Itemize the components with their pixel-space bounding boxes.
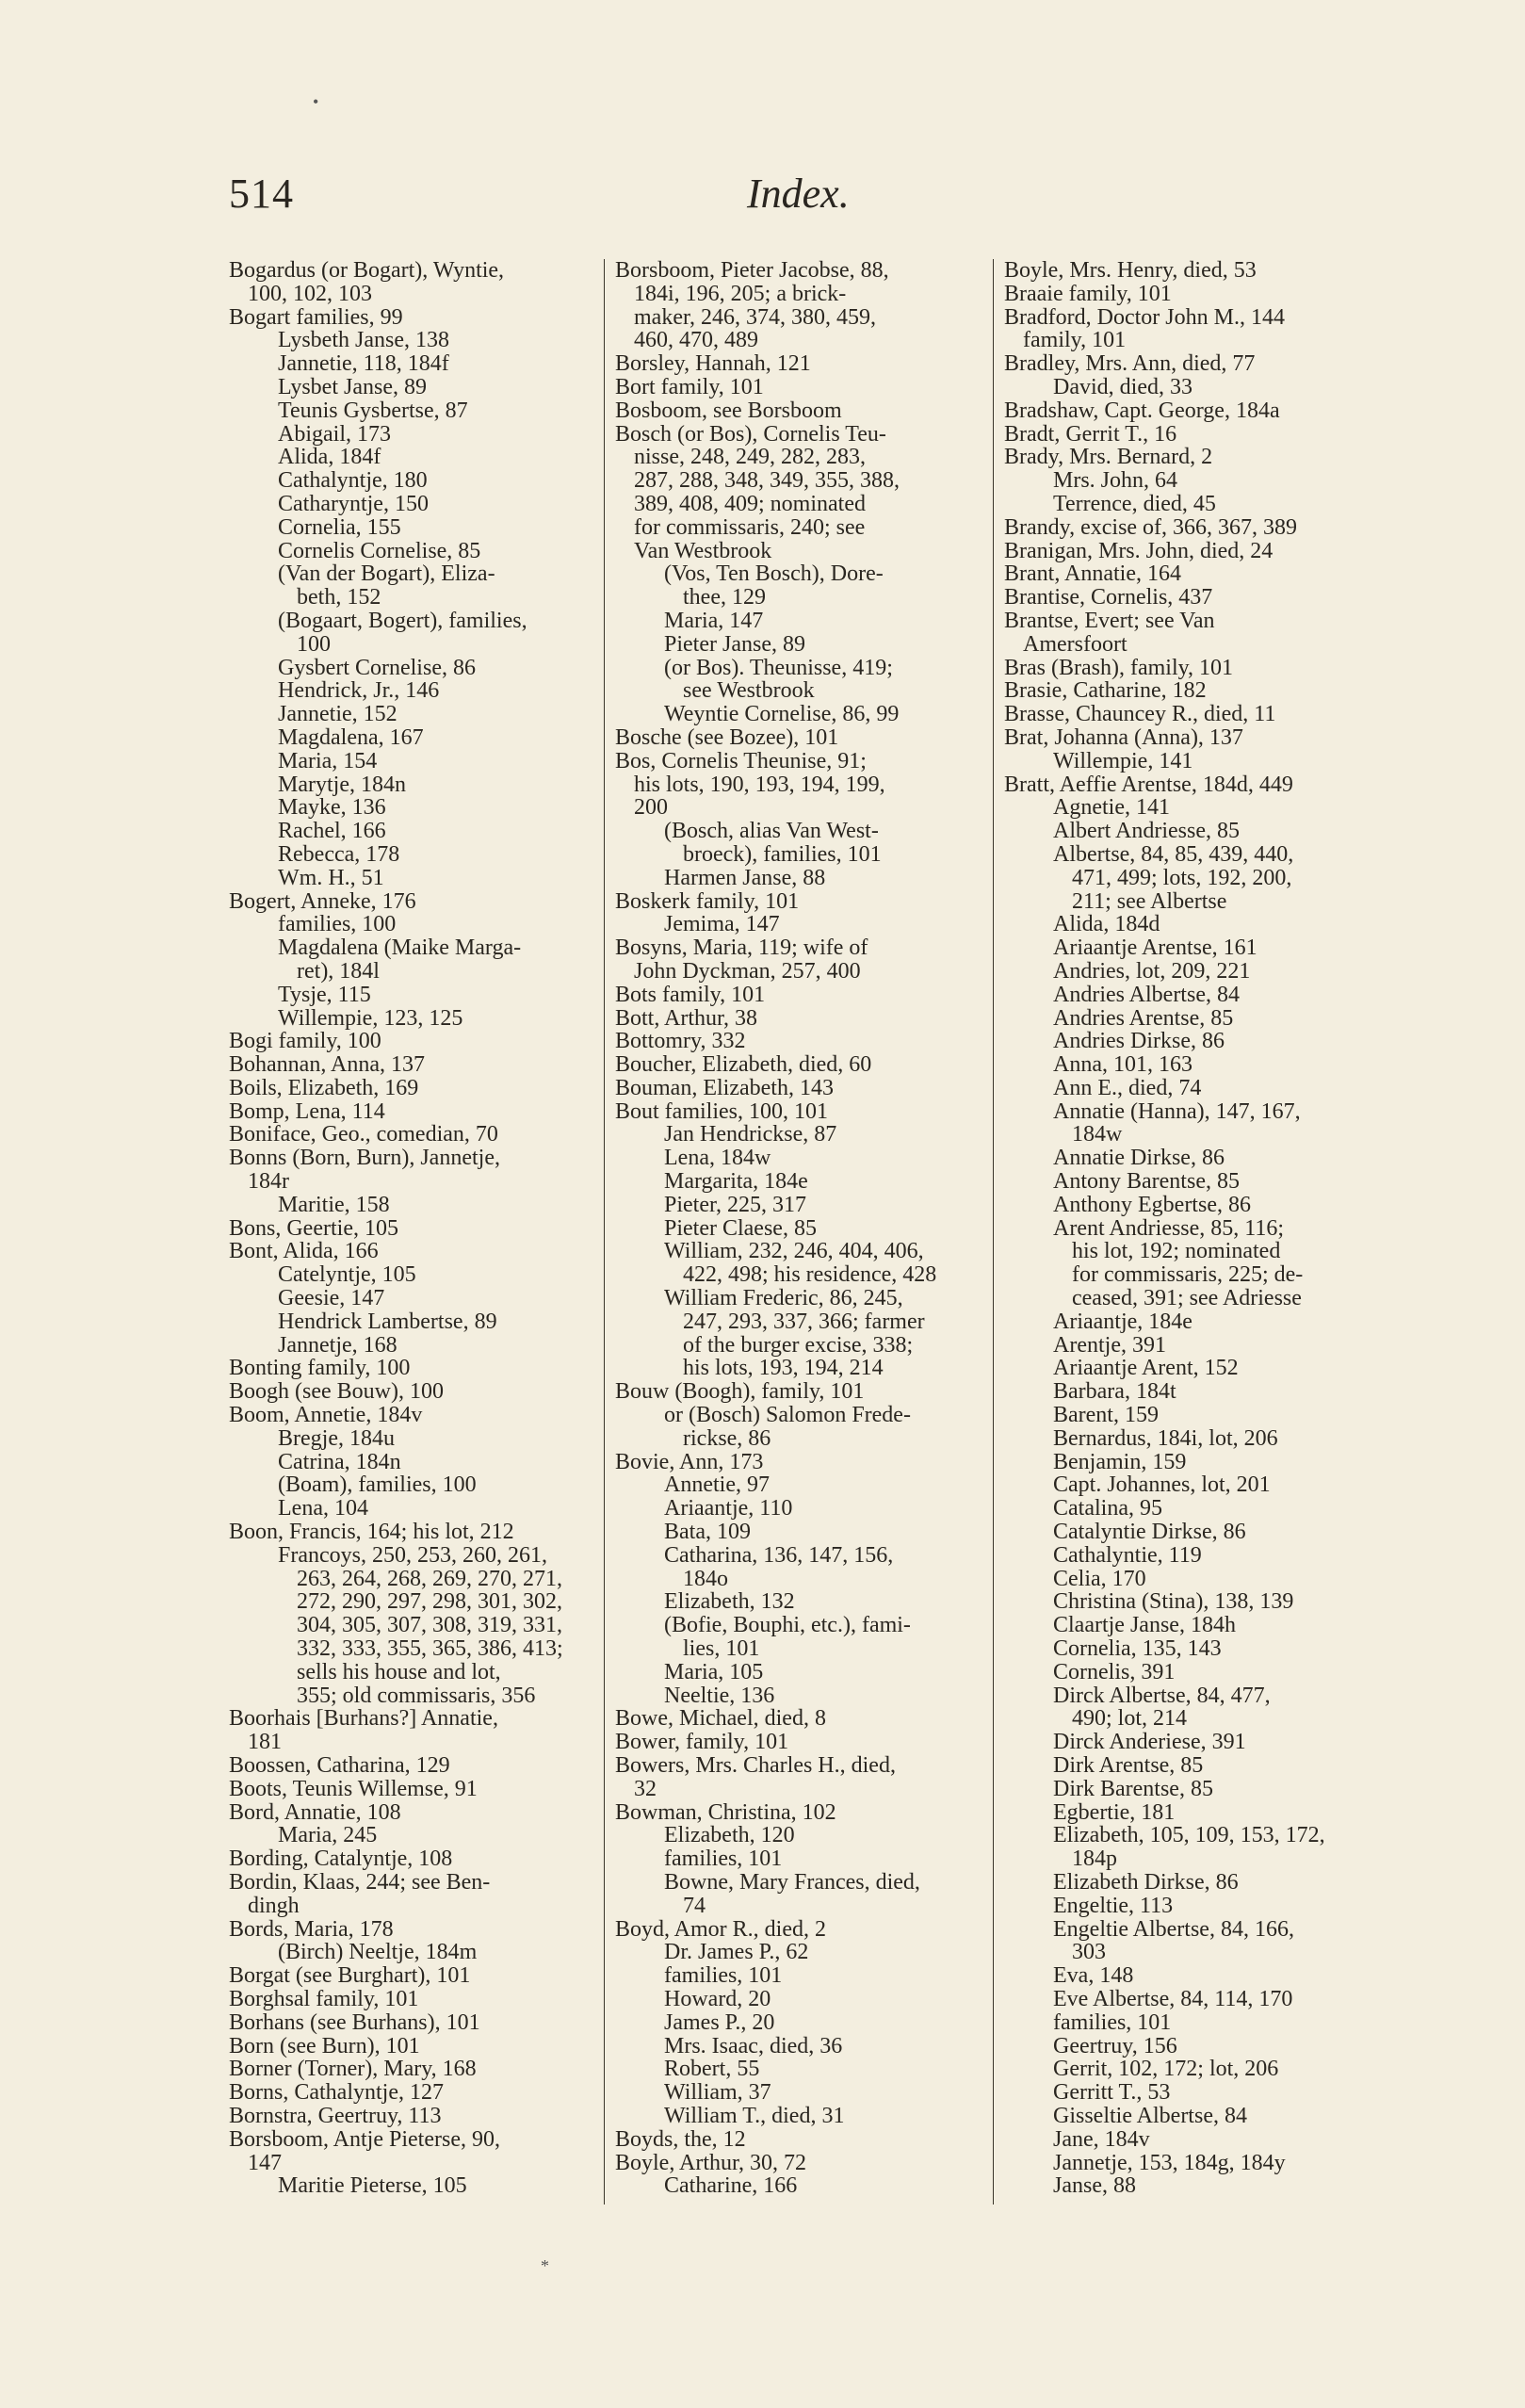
index-entry: Bogardus (or Bogart), Wyntie, 100, 102, 103 <box>229 259 505 306</box>
index-subentry: David, died, 33 <box>1053 374 1192 399</box>
index-subentry: Maritie, 158 <box>278 1192 390 1217</box>
index-subentry: William T., died, 31 <box>664 2103 845 2128</box>
index-entry: Bradley, Mrs. Ann, died, 77 <box>1004 351 1256 377</box>
index-subentry: (Vos, Ten Bosch), Dore- thee, 129 <box>664 561 884 610</box>
index-subentry: Albert Andriesse, 85 <box>1053 819 1240 844</box>
index-subentry: Ariaantje Arentse, 161 <box>1053 936 1257 961</box>
index-subentry: Lysbeth Janse, 138 <box>278 328 449 353</box>
index-entry: Boorhais [Burhans?] Annatie, 181 <box>229 1706 498 1755</box>
index-subentry: Jannetie, 118, 184f <box>278 351 449 377</box>
index-subentry: Abigail, 173 <box>278 421 391 447</box>
index-subentry: Cornelia, 155 <box>278 514 401 540</box>
index-subentry: Engeltie, 113 <box>1053 1893 1174 1918</box>
index-subentry: or (Bosch) Salomon Frede- rickse, 86 <box>664 1403 911 1451</box>
index-subentry: Lena, 184w <box>664 1146 771 1171</box>
index-subentry: families, 101 <box>664 1963 783 1989</box>
index-entry: Bonting family, 100 <box>229 1356 411 1381</box>
index-subentry: Alida, 184d <box>1053 912 1160 937</box>
index-entry: Branigan, Mrs. John, died, 24 <box>1004 538 1274 563</box>
index-entry: Bogart families, 99 <box>229 304 403 330</box>
index-entry: Bratt, Aeffie Arentse, 184d, 449 <box>1004 772 1293 797</box>
index-entry: Boots, Teunis Willemse, 91 <box>229 1776 478 1801</box>
index-subentry: Gerrit, 102, 172; lot, 206 <box>1053 2057 1279 2082</box>
index-subentry: Christina (Stina), 138, 139 <box>1053 1589 1294 1615</box>
index-subentry: Claartje Janse, 184h <box>1053 1613 1236 1638</box>
index-subentry: Arentje, 391 <box>1053 1332 1166 1358</box>
index-entry: Bos, Cornelis Theunise, 91; his lots, 190, 193, 194, 199, 200 <box>615 748 885 821</box>
index-subentry: Mrs. Isaac, died, 36 <box>664 2033 843 2058</box>
index-subentry: Tysje, 115 <box>278 982 371 1007</box>
index-subentry: Weyntie Cornelise, 86, 99 <box>664 702 900 727</box>
index-subentry: Ann E., died, 74 <box>1053 1075 1202 1100</box>
index-entry: Bord, Annatie, 108 <box>229 1799 401 1825</box>
index-subentry: Bata, 109 <box>664 1520 751 1545</box>
index-subentry: Hendrick, Jr., 146 <box>278 678 440 704</box>
page-header <box>229 170 1340 226</box>
index-columns <box>229 259 1340 2209</box>
index-subentry: Willempie, 141 <box>1053 748 1193 773</box>
index-entry: Bonns (Born, Burn), Jannetje, 184r <box>229 1146 500 1195</box>
index-subentry: Marytje, 184n <box>278 772 406 797</box>
index-subentry: Dirk Barentse, 85 <box>1053 1776 1213 1801</box>
index-subentry: Dirk Arentse, 85 <box>1053 1753 1204 1778</box>
index-subentry: Magdalena, 167 <box>278 724 424 750</box>
index-subentry: Benjamin, 159 <box>1053 1449 1187 1474</box>
index-subentry: Elizabeth, 120 <box>664 1823 795 1848</box>
index-subentry: Maritie Pieterse, 105 <box>278 2173 467 2199</box>
index-entry: Bradshaw, Capt. George, 184a <box>1004 398 1280 423</box>
index-subentry: Elizabeth, 132 <box>664 1589 795 1615</box>
index-entry: Bont, Alida, 166 <box>229 1239 379 1264</box>
index-subentry: Jemima, 147 <box>664 912 780 937</box>
index-entry: Bower, family, 101 <box>615 1730 789 1755</box>
index-subentry: Pieter Claese, 85 <box>664 1215 817 1241</box>
index-subentry: Neeltie, 136 <box>664 1683 775 1708</box>
index-subentry: Catelyntje, 105 <box>278 1262 416 1288</box>
index-entry: Boossen, Catharina, 129 <box>229 1753 450 1778</box>
index-subentry: Cathalyntje, 180 <box>278 468 428 494</box>
index-subentry: Wm. H., 51 <box>278 865 384 890</box>
index-entry: Boogh (see Bouw), 100 <box>229 1379 444 1405</box>
index-subentry: Lena, 104 <box>278 1496 368 1521</box>
index-subentry: William, 232, 246, 404, 406, 422, 498; his residence, 428 <box>664 1239 937 1288</box>
index-subentry: Mrs. John, 64 <box>1053 468 1178 494</box>
index-subentry: Harmen Janse, 88 <box>664 865 826 890</box>
index-column-3 <box>1004 259 1340 2209</box>
index-subentry: Ariaantje, 110 <box>664 1496 793 1521</box>
index-entry: Boskerk family, 101 <box>615 888 800 914</box>
index-entry: Boyd, Amor R., died, 2 <box>615 1916 827 1942</box>
page-number: 514 <box>229 171 294 217</box>
index-subentry: Maria, 147 <box>664 608 764 633</box>
index-subentry: (Bofie, Bouphi, etc.), fami- lies, 101 <box>664 1613 911 1662</box>
index-subentry: Bowne, Mary Frances, died, 74 <box>664 1869 920 1918</box>
index-entry: Bovie, Ann, 173 <box>615 1449 764 1474</box>
index-subentry: Janse, 88 <box>1053 2173 1136 2199</box>
index-subentry: (Bogaart, Bogert), families, 100 <box>278 608 527 657</box>
index-subentry: Capt. Johannes, lot, 201 <box>1053 1472 1271 1498</box>
index-subentry: Andries Dirkse, 86 <box>1053 1029 1225 1054</box>
index-subentry: Annatie (Hanna), 147, 167, 184w <box>1053 1098 1301 1147</box>
index-entry: Bosboom, see Borsboom <box>615 398 842 423</box>
index-subentry: Howard, 20 <box>664 1986 771 2011</box>
index-entry: Borsboom, Antje Pieterse, 90, 147 <box>229 2126 500 2175</box>
index-subentry: James P., 20 <box>664 2009 775 2035</box>
index-entry: Borner (Torner), Mary, 168 <box>229 2057 477 2082</box>
index-subentry: Jannetie, 152 <box>278 702 397 727</box>
index-subentry: Mayke, 136 <box>278 795 386 821</box>
index-subentry: Dirck Anderiese, 391 <box>1053 1730 1246 1755</box>
index-entry: Brantse, Evert; see Van Amersfoort <box>1004 608 1215 657</box>
index-subentry: (Van der Bogart), Eliza- beth, 152 <box>278 561 495 610</box>
index-subentry: William Frederic, 86, 245, 247, 293, 337, 366; farmer of the burger excise, 338; his lots, 193, 194, 214 <box>664 1286 925 1381</box>
index-entry: Bouman, Elizabeth, 143 <box>615 1075 834 1100</box>
column-divider <box>993 259 994 2205</box>
index-entry: Boyle, Mrs. Henry, died, 53 <box>1004 259 1257 283</box>
index-subentry: Andries Arentse, 85 <box>1053 1005 1234 1031</box>
index-subentry: Ariaantje, 184e <box>1053 1309 1192 1334</box>
index-entry: Born (see Burn), 101 <box>229 2033 420 2058</box>
index-subentry: Elizabeth, 105, 109, 153, 172, 184p <box>1053 1823 1325 1872</box>
index-entry: Borsley, Hannah, 121 <box>615 351 811 377</box>
print-mark-bottom: * <box>541 2256 549 2275</box>
index-column-2 <box>615 259 985 2209</box>
index-subentry: Catharina, 136, 147, 156, 184o <box>664 1542 894 1591</box>
index-entry: Bort family, 101 <box>615 374 764 399</box>
index-subentry: Margarita, 184e <box>664 1169 808 1195</box>
index-subentry: Anna, 101, 163 <box>1053 1052 1192 1078</box>
index-subentry: Maria, 245 <box>278 1823 378 1848</box>
index-subentry: Cornelis Cornelise, 85 <box>278 538 481 563</box>
index-subentry: Dirck Albertse, 84, 477, 490; lot, 214 <box>1053 1683 1271 1732</box>
index-subentry: Jane, 184v <box>1053 2126 1150 2152</box>
index-entry: Braaie family, 101 <box>1004 281 1172 306</box>
index-entry: Bogi family, 100 <box>229 1029 381 1054</box>
index-subentry: Terrence, died, 45 <box>1053 491 1216 516</box>
running-title: Index. <box>747 171 850 217</box>
index-entry: Borns, Cathalyntje, 127 <box>229 2080 444 2106</box>
index-subentry: families, 101 <box>664 1847 783 1872</box>
index-entry: Brat, Johanna (Anna), 137 <box>1004 724 1243 750</box>
index-subentry: (Boam), families, 100 <box>278 1472 477 1498</box>
index-subentry: Barent, 159 <box>1053 1403 1159 1428</box>
index-subentry: Egbertie, 181 <box>1053 1799 1176 1825</box>
index-entry: Brady, Mrs. Bernard, 2 <box>1004 445 1213 470</box>
index-subentry: Bregje, 184u <box>278 1425 395 1451</box>
index-subentry: Barbara, 184t <box>1053 1379 1176 1405</box>
index-entry: Boils, Elizabeth, 169 <box>229 1075 419 1100</box>
index-subentry: Rebecca, 178 <box>278 841 400 867</box>
index-subentry: Catalina, 95 <box>1053 1496 1162 1521</box>
index-subentry: Lysbet Janse, 89 <box>278 374 427 399</box>
index-entry: Bradford, Doctor John M., 144 family, 101 <box>1004 304 1285 353</box>
index-subentry: (Bosch, alias Van West- broeck), families, 101 <box>664 819 882 867</box>
index-entry: Bomp, Lena, 114 <box>229 1098 385 1124</box>
index-subentry: Willempie, 123, 125 <box>278 1005 463 1031</box>
index-subentry: Andries, lot, 209, 221 <box>1053 958 1251 984</box>
index-entry: Borhans (see Burhans), 101 <box>229 2009 480 2035</box>
index-entry: Bording, Catalyntje, 108 <box>229 1847 453 1872</box>
index-subentry: Agnetie, 141 <box>1053 795 1170 821</box>
index-subentry: Hendrick Lambertse, 89 <box>278 1309 497 1334</box>
index-entry: Bowe, Michael, died, 8 <box>615 1706 826 1732</box>
index-column-1 <box>229 259 596 2209</box>
index-subentry: Francoys, 250, 253, 260, 261, 263, 264, 268, 269, 270, 271, 272, 290, 297, 298, 301, 302, 304, 305, 307, 308, 319, 331, 332, 333, 355, 365, 386, 413; sells his house and lot, 355; old commissaris, 356 <box>278 1542 563 1708</box>
index-subentry: Arent Andriesse, 85, 116; his lot, 192; nominated for commissaris, 225; de- ceased, 391; see Adriesse <box>1053 1215 1304 1311</box>
index-subentry: Engeltie Albertse, 84, 166, 303 <box>1053 1916 1294 1965</box>
print-mark-top: • <box>313 92 319 111</box>
index-entry: Boucher, Elizabeth, died, 60 <box>615 1052 872 1078</box>
index-subentry: Gysbert Cornelise, 86 <box>278 655 476 680</box>
index-subentry: Alida, 184f <box>278 445 381 470</box>
index-entry: Bras (Brash), family, 101 <box>1004 655 1234 680</box>
index-subentry: Dr. James P., 62 <box>664 1940 809 1965</box>
index-subentry: Robert, 55 <box>664 2057 760 2082</box>
index-subentry: Albertse, 84, 85, 439, 440, 471, 499; lots, 192, 200, 211; see Albertse <box>1053 841 1294 914</box>
index-entry: Borsboom, Pieter Jacobse, 88, 184i, 196, 205; a brick- maker, 246, 374, 380, 459, 460, 470, 489 <box>615 259 889 353</box>
index-subentry: William, 37 <box>664 2080 771 2106</box>
index-entry: Bosche (see Bozee), 101 <box>615 724 839 750</box>
index-entry: Bouw (Boogh), family, 101 <box>615 1379 865 1405</box>
index-entry: Bowers, Mrs. Charles H., died, 32 <box>615 1753 896 1801</box>
index-entry: Brasie, Catharine, 182 <box>1004 678 1207 704</box>
index-entry: Bords, Maria, 178 <box>229 1916 394 1942</box>
index-subentry: Geertruy, 156 <box>1053 2033 1177 2058</box>
index-entry: Brant, Annatie, 164 <box>1004 561 1181 587</box>
index-subentry: Pieter Janse, 89 <box>664 631 805 657</box>
index-subentry: Cathalyntie, 119 <box>1053 1542 1202 1568</box>
index-subentry: Gerritt T., 53 <box>1053 2080 1171 2106</box>
index-entry: Boyds, the, 12 <box>615 2126 746 2152</box>
index-subentry: Annetie, 97 <box>664 1472 770 1498</box>
index-subentry: Maria, 154 <box>278 748 378 773</box>
index-subentry: (or Bos). Theunisse, 419; see Westbrook <box>664 655 893 704</box>
index-subentry: Bernardus, 184i, lot, 206 <box>1053 1425 1278 1451</box>
index-entry: Borghsal family, 101 <box>229 1986 419 2011</box>
index-subentry: Catharine, 166 <box>664 2173 798 2199</box>
index-subentry: Catalyntie Dirkse, 86 <box>1053 1520 1246 1545</box>
index-subentry: Catharyntje, 150 <box>278 491 429 516</box>
index-subentry: Ariaantje Arent, 152 <box>1053 1356 1239 1381</box>
index-subentry: families, 100 <box>278 912 397 937</box>
index-subentry: Eva, 148 <box>1053 1963 1134 1989</box>
index-subentry: Gisseltie Albertse, 84 <box>1053 2103 1247 2128</box>
index-entry: Boyle, Arthur, 30, 72 <box>615 2150 807 2175</box>
index-entry: Brantise, Cornelis, 437 <box>1004 585 1213 610</box>
index-subentry: Catrina, 184n <box>278 1449 401 1474</box>
index-entry: Boniface, Geo., comedian, 70 <box>229 1122 498 1147</box>
index-subentry: Antony Barentse, 85 <box>1053 1169 1240 1195</box>
index-subentry: Cornelia, 135, 143 <box>1053 1636 1222 1662</box>
index-subentry: Teunis Gysbertse, 87 <box>278 398 468 423</box>
index-subentry: Maria, 105 <box>664 1659 764 1684</box>
index-subentry: Annatie Dirkse, 86 <box>1053 1146 1225 1171</box>
index-entry: Bottomry, 332 <box>615 1029 746 1054</box>
index-subentry: families, 101 <box>1053 2009 1172 2035</box>
index-entry: Bohannan, Anna, 137 <box>229 1052 425 1078</box>
index-subentry: (Birch) Neeltje, 184m <box>278 1940 478 1965</box>
index-entry: Bornstra, Geertruy, 113 <box>229 2103 442 2128</box>
index-entry: Borgat (see Burghart), 101 <box>229 1963 471 1989</box>
index-entry: Bosch (or Bos), Cornelis Teu- nisse, 248, 249, 282, 283, 287, 288, 348, 349, 355, 388, 389, 408, 409; nominated for commissaris, 240; see Van Westbrook <box>615 421 900 563</box>
index-subentry: Jannetje, 153, 184g, 184y <box>1053 2150 1286 2175</box>
index-subentry: Eve Albertse, 84, 114, 170 <box>1053 1986 1293 2011</box>
index-subentry: Jannetje, 168 <box>278 1332 397 1358</box>
index-subentry: Geesie, 147 <box>278 1286 385 1311</box>
index-subentry: Anthony Egbertse, 86 <box>1053 1192 1251 1217</box>
index-subentry: Magdalena (Maike Marga- ret), 184l <box>278 936 522 984</box>
index-entry: Bosyns, Maria, 119; wife of John Dyckman, 257, 400 <box>615 936 868 984</box>
index-entry: Bott, Arthur, 38 <box>615 1005 758 1031</box>
index-subentry: Celia, 170 <box>1053 1566 1146 1591</box>
index-entry: Bots family, 101 <box>615 982 766 1007</box>
index-subentry: Rachel, 166 <box>278 819 386 844</box>
index-entry: Boom, Annetie, 184v <box>229 1403 423 1428</box>
index-subentry: Jan Hendrickse, 87 <box>664 1122 837 1147</box>
index-entry: Bons, Geertie, 105 <box>229 1215 398 1241</box>
index-entry: Brandy, excise of, 366, 367, 389 <box>1004 514 1298 540</box>
index-subentry: Andries Albertse, 84 <box>1053 982 1240 1007</box>
index-entry: Brasse, Chauncey R., died, 11 <box>1004 702 1276 727</box>
index-entry: Boon, Francis, 164; his lot, 212 <box>229 1520 514 1545</box>
index-entry: Bout families, 100, 101 <box>615 1098 828 1124</box>
index-entry: Bordin, Klaas, 244; see Ben- dingh <box>229 1869 491 1918</box>
index-entry: Bradt, Gerrit T., 16 <box>1004 421 1177 447</box>
index-subentry: Elizabeth Dirkse, 86 <box>1053 1869 1239 1895</box>
index-entry: Bowman, Christina, 102 <box>615 1799 836 1825</box>
index-subentry: Pieter, 225, 317 <box>664 1192 807 1217</box>
index-entry: Bogert, Anneke, 176 <box>229 888 416 914</box>
index-subentry: Cornelis, 391 <box>1053 1659 1176 1684</box>
column-divider <box>604 259 605 2205</box>
